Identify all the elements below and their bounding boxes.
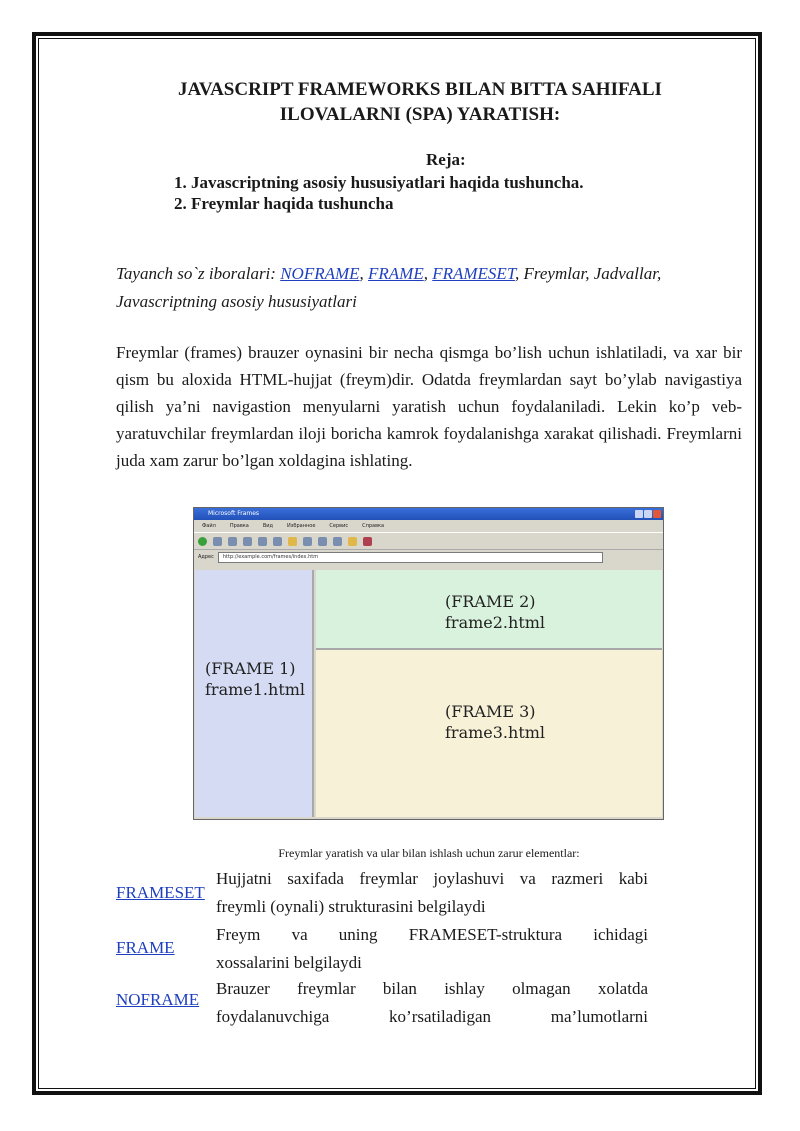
window-controls <box>635 510 661 518</box>
term-link[interactable]: FRAME <box>116 938 175 957</box>
frame1-file: frame1.html <box>205 680 306 699</box>
plan-heading: Reja: <box>426 150 466 169</box>
keywords-prefix: Tayanch so`z iboralari: <box>116 264 281 283</box>
figure-caption: Freymlar yaratish va ular bilan ishlash uchun zarur elementlar: <box>278 846 580 860</box>
menu-item: Вид <box>262 523 273 529</box>
folder-icon <box>348 537 357 546</box>
frame3-label: (FRAME 3) <box>445 702 536 721</box>
home-icon <box>258 537 267 546</box>
address-field: http://example.com/frames/index.htm <box>218 552 603 563</box>
print-icon <box>333 537 342 546</box>
definition-term-noframe <box>116 990 199 1010</box>
plan-item-1: 1. Javascriptning asosiy hususiyatlari haqida tushuncha. <box>174 173 584 192</box>
browser-address-bar <box>194 550 663 564</box>
keyword-sep: , <box>359 264 369 283</box>
menu-item: Избранное <box>287 523 316 529</box>
menu-item: Сервис <box>329 523 349 529</box>
frame2-file: frame2.html <box>445 613 546 632</box>
frame-2 <box>316 570 662 650</box>
keyword-link-noframe[interactable]: NOFRAME <box>280 264 360 283</box>
plan-item-2: 2. Freymlar haqida tushuncha <box>174 194 394 213</box>
refresh-icon <box>243 537 252 546</box>
document-title-line2: ILOVALARNI (SPA) YARATISH: <box>279 104 561 125</box>
menu-item: Правка <box>229 523 249 529</box>
address-label: Адрес <box>198 554 214 560</box>
browser-screenshot <box>193 507 664 820</box>
frameset-area <box>195 570 662 817</box>
messenger-icon <box>363 537 372 546</box>
definition-text-frame-2: xossalarini belgilaydi <box>216 953 362 972</box>
browser-toolbar <box>194 532 663 550</box>
definition-text-frame-1: Freym va uning FRAMESET-struktura ichidagi <box>216 925 648 944</box>
definition-term-frameset <box>116 883 205 903</box>
menu-item: Файл <box>202 523 216 529</box>
frame3-file: frame3.html <box>445 723 546 742</box>
frame2-label: (FRAME 2) <box>445 592 536 611</box>
history-icon <box>303 537 312 546</box>
maximize-icon <box>644 510 652 518</box>
close-icon <box>653 510 661 518</box>
browser-menubar <box>194 520 663 532</box>
keyword-link-frame[interactable]: FRAME <box>368 264 424 283</box>
mail-icon <box>318 537 327 546</box>
search-icon <box>273 537 282 546</box>
definition-text-frameset-1: Hujjatni saxifada freymlar joylashuvi va razmeri kabi <box>216 869 648 888</box>
window-title: Microsoft Frames <box>208 510 260 517</box>
minimize-icon <box>635 510 643 518</box>
keywords-rest: , Freymlar, Jadvallar, <box>515 264 662 283</box>
back-icon <box>198 537 207 546</box>
document-title-line1: JAVASCRIPT FRAMEWORKS BILAN BITTA SAHIFALI <box>178 79 662 100</box>
body-paragraph: Freymlar (frames) brauzer oynasini bir necha qismga bo’lish uchun ishlatiladi, va xar bir qism bu aloxida HTML-hujjat (freym)dir. Odatda freymlardan sayt bo’ylab navigastiya qilish ya’ni navigastion menyularni yaratish uchun foydalaniladi. Lekin ko’p veb-yaratuvchilar freymlardan iloji boricha kamrok foydalanishga xarakat qilishadi. Freymlarni juda xam zarur bo’lgan xoldagina ishlating. <box>116 343 742 470</box>
keywords-line2: Javascriptning asosiy hususiyatlari <box>116 292 357 311</box>
keyword-sep: , <box>423 264 433 283</box>
definition-text-frameset-2: freymli (oynali) strukturasini belgilaydi <box>216 897 486 916</box>
favorites-icon <box>288 537 297 546</box>
browser-titlebar <box>194 508 663 520</box>
definition-text-noframe-2: foydalanuvchiga ko’rsatiladigan ma’lumotlarni <box>216 1007 648 1026</box>
menu-item: Справка <box>362 523 385 529</box>
term-link[interactable]: NOFRAME <box>116 990 200 1009</box>
term-link[interactable]: FRAMESET <box>116 883 205 902</box>
keyword-link-frameset[interactable]: FRAMESET <box>432 264 516 283</box>
keywords-line1 <box>116 260 746 288</box>
frame-1 <box>195 570 314 817</box>
stop-icon <box>228 537 237 546</box>
frame1-label: (FRAME 1) <box>205 659 296 678</box>
frame-3 <box>316 650 662 817</box>
definition-text-noframe-1: Brauzer freymlar bilan ishlay olmagan xolatda <box>216 979 648 998</box>
forward-icon <box>213 537 222 546</box>
definition-term-frame <box>116 938 175 958</box>
